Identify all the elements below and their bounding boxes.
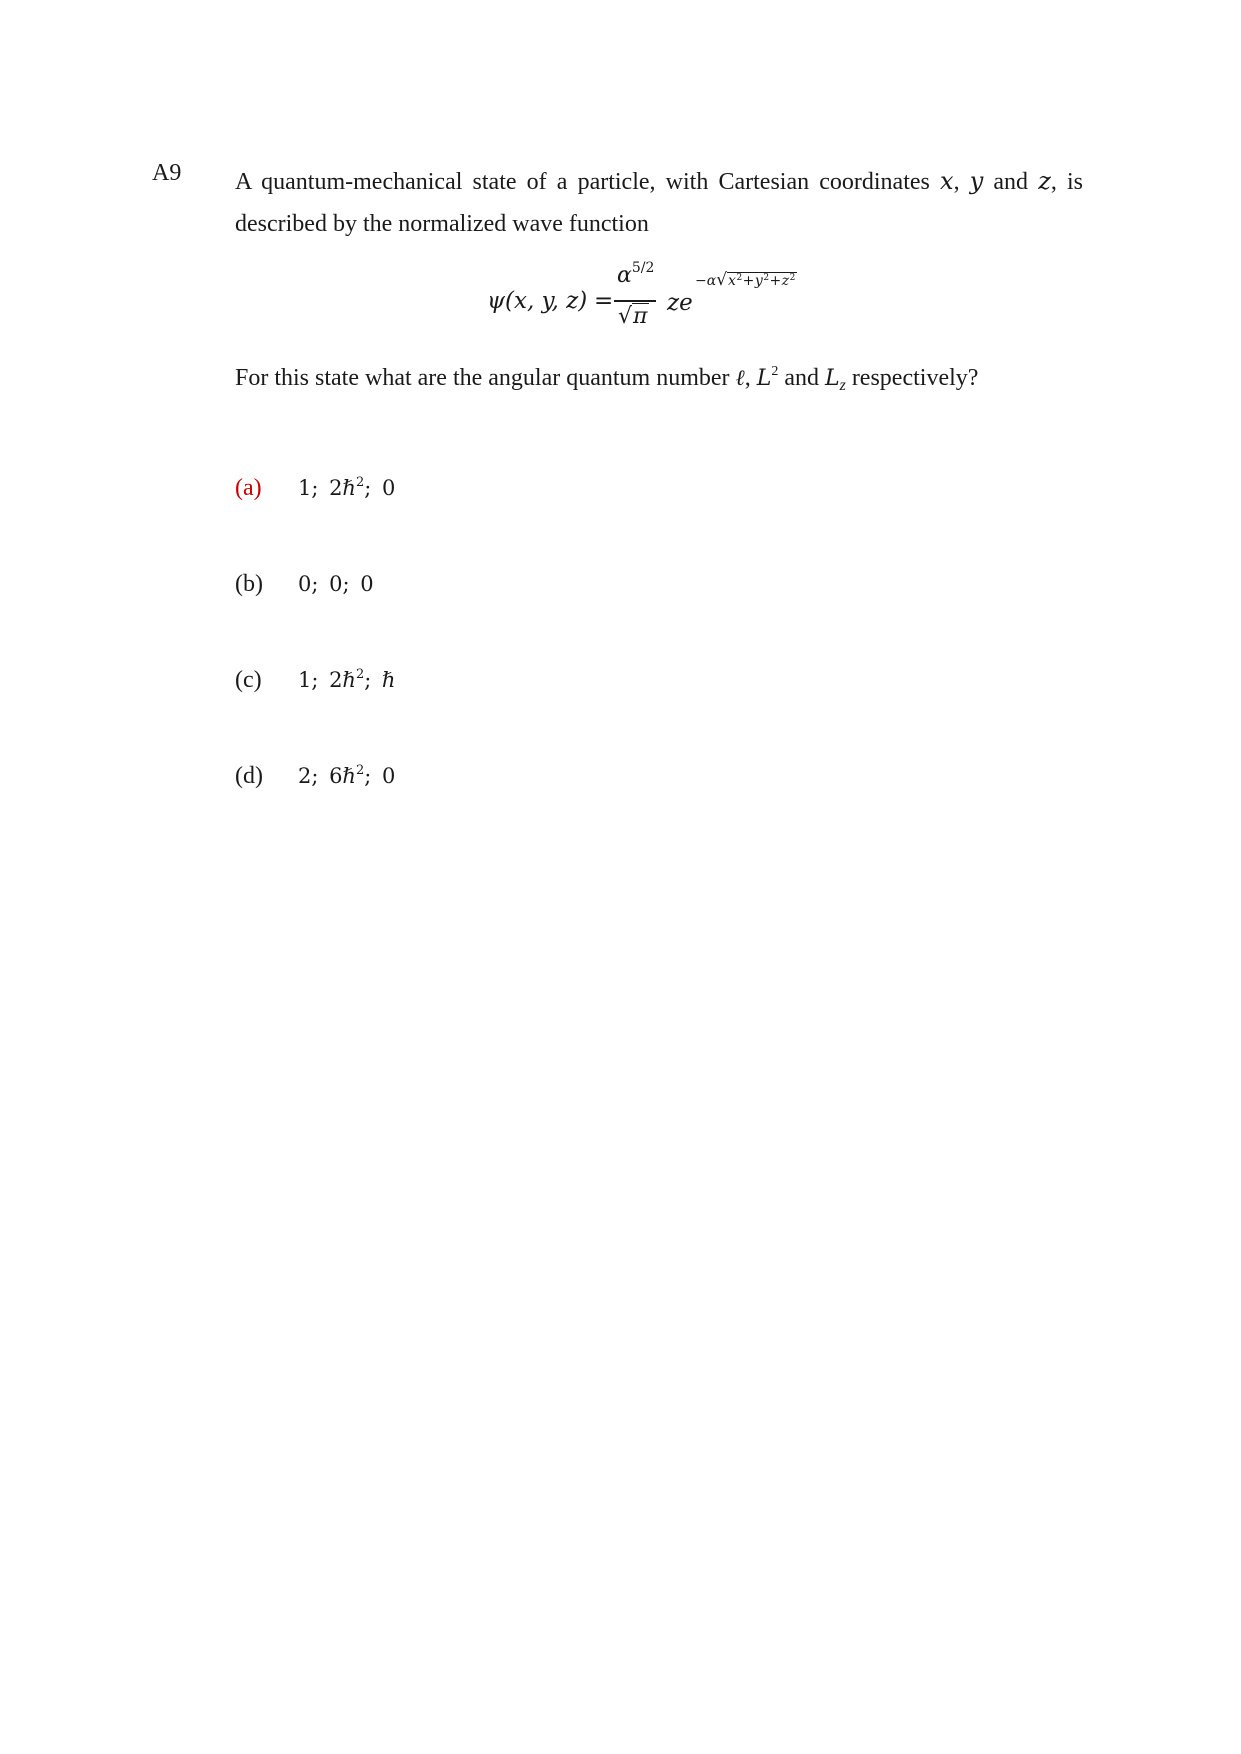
option-c-label: (c) [235, 667, 262, 693]
question-prompt [235, 364, 978, 395]
option-d-answer-exp: 2 [356, 763, 365, 778]
var-x: x [940, 167, 954, 195]
radicand-x: x [728, 273, 737, 289]
equation-lhs: ψ(x, y, z) [487, 288, 588, 314]
option-c[interactable] [235, 667, 396, 694]
numerator-exponent: 5/2 [631, 260, 655, 276]
Lz-subscript: z [839, 377, 846, 394]
radicand-z: +z [769, 273, 790, 289]
option-b-answer [298, 572, 374, 596]
denominator-sqrt-sign: √ [618, 304, 633, 329]
option-a-label: (a) [235, 475, 262, 501]
radicand-x-power: 2 [736, 273, 743, 283]
option-d[interactable] [235, 763, 395, 790]
option-d-answer-part2: ; 0 [364, 764, 396, 788]
option-c-answer-part1: 1; 2ℏ [298, 668, 356, 692]
ell-symbol: ℓ [735, 366, 745, 391]
stem-sep-2: and [983, 169, 1039, 195]
var-z: z [1038, 167, 1051, 195]
option-d-answer-part1: 2; 6ℏ [298, 764, 356, 788]
question-stem [235, 160, 1083, 245]
fraction-denominator [618, 304, 649, 329]
option-b-label: (b) [235, 571, 263, 597]
wave-function-equation [487, 260, 847, 338]
Lz-symbol: L [824, 366, 840, 391]
radicand-z-power: 2 [789, 273, 796, 283]
radicand-y-power: 2 [763, 273, 770, 283]
var-y: y [969, 167, 984, 195]
fraction-bar [614, 300, 656, 302]
prompt-text-1: For this state what are the angular quantum number [235, 365, 736, 391]
option-a-answer-exp: 2 [356, 475, 365, 490]
stem-text-2: , is described by the normalized wave function [235, 169, 1084, 237]
option-b[interactable] [235, 571, 374, 598]
equation-rhs: ze [667, 290, 693, 316]
prompt-text-2: respectively? [845, 365, 979, 391]
fraction-numerator [617, 260, 654, 288]
numerator-base: α [617, 263, 632, 288]
option-d-answer [298, 764, 395, 788]
L-symbol: L [756, 366, 772, 391]
prompt-and: and [778, 365, 825, 391]
option-c-answer-part2: ; ℏ [364, 668, 396, 692]
stem-sep-1: , [953, 169, 970, 195]
stem-text-1: A quantum-mechanical state of a particle, with Cartesian coordinates [235, 169, 941, 195]
equation-equals: = [594, 288, 614, 314]
exponent-sqrt-sign: √ [716, 270, 728, 290]
prompt-comma: , [744, 365, 757, 391]
exponent-prefix: −α [695, 273, 717, 289]
option-c-answer-exp: 2 [356, 667, 365, 682]
option-a-answer-part2: ; 0 [364, 476, 396, 500]
option-c-answer [298, 668, 396, 692]
option-b-answer-part1: 0; 0; 0 [298, 572, 374, 596]
equation-exponent [695, 270, 797, 290]
denominator-pi: π [633, 304, 648, 329]
exponent-radicand [727, 272, 797, 289]
option-d-label: (d) [235, 763, 263, 789]
radicand-y: +y [742, 273, 764, 289]
question-number: A9 [152, 160, 182, 186]
L-exponent: 2 [771, 364, 779, 379]
option-a[interactable] [235, 475, 395, 502]
option-a-answer-part1: 1; 2ℏ [298, 476, 356, 500]
option-a-answer [298, 476, 395, 500]
